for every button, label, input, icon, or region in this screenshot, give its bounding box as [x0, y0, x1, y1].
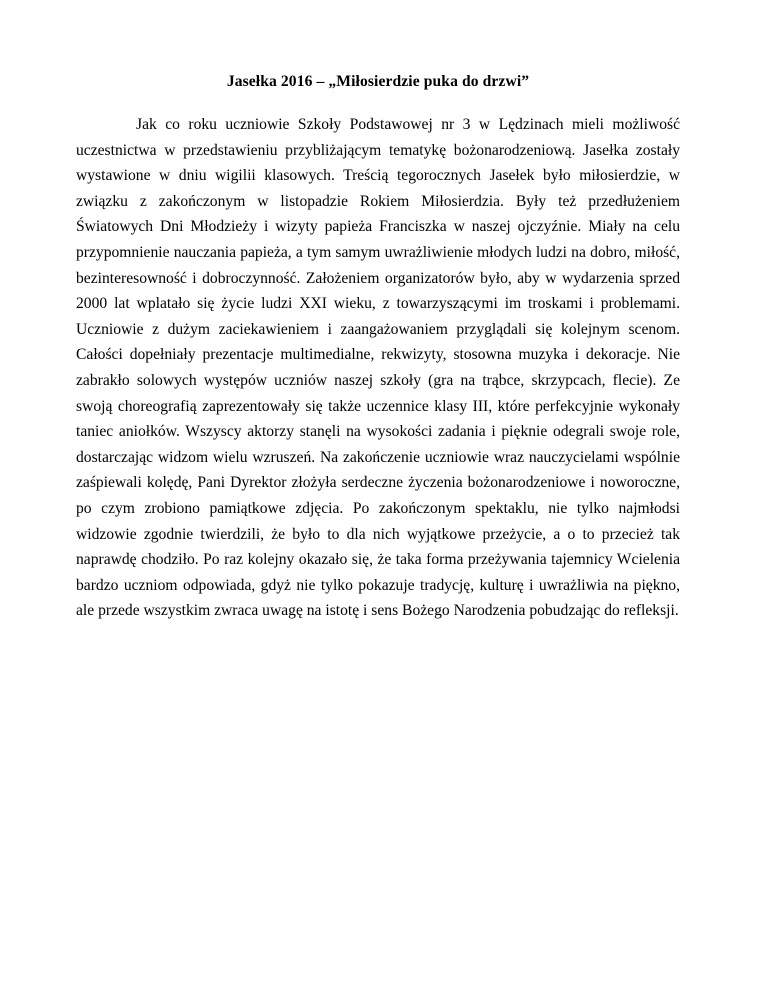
- document-body-paragraph: Jak co roku uczniowie Szkoły Podstawowej nr 3 w Lędzinach mieli możliwość uczestnictwa w przedstawieniu przybliżającym tematykę bożonarodzeniową. Jasełka zostały wystawione w dniu wigilii klasowych. Treścią tegorocznych Jasełek było miłosierdzie, w związku z zakończonym w listopadzie Rokiem Miłosierdzia. Były też przedłużeniem Światowych Dni Młodzieży i wizyty papieża Franciszka w naszej ojczyźnie. Miały na celu przypomnienie nauczania papieża, a tym samym uwrażliwienie młodych ludzi na dobro, miłość, bezinteresowność i dobroczynność. Założeniem organizatorów było, aby w wydarzenia sprzed 2000 lat wplatało się życie ludzi XXI wieku, z towarzyszącymi im troskami i problemami. Uczniowie z dużym zaciekawieniem i zaangażowaniem przyglądali się kolejnym scenom. Całości dopełniały prezentacje multimedialne, rekwizyty, stosowna muzyka i dekoracje. Nie zabrakło solowych występów uczniów naszej szkoły (gra na trąbce, skrzypcach, flecie). Ze swoją choreografią zaprezentowały się także uczennice klasy III, które perfekcyjnie wykonały taniec aniołków. Wszyscy aktorzy stanęli na wysokości zadania i pięknie odegrali swoje role, dostarczając widzom wielu wzruszeń. Na zakończenie uczniowie wraz nauczycielami wspólnie zaśpiewali kolędę, Pani Dyrektor złożyła serdeczne życzenia bożonarodzeniowe i noworoczne, po czym zrobiono pamiątkowe zdjęcia. Po zakończonym spektaklu, nie tylko najmłodsi widzowie zgodnie twierdzili, że było to dla nich wyjątkowe przeżycie, a o to przecież tak naprawdę chodziło. Po raz kolejny okazało się, że taka forma przeżywania tajemnicy Wcielenia bardzo uczniom odpowiada, gdyż nie tylko pokazuje tradycję, kulturę i uwrażliwia na piękno, ale przede wszystkim zwraca uwagę na istotę i sens Bożego Narodzenia pobudzając do refleksji.: [76, 116, 680, 620]
- document-title: Jasełka 2016 – „Miłosierdzie puka do drzwi”: [226, 73, 530, 90]
